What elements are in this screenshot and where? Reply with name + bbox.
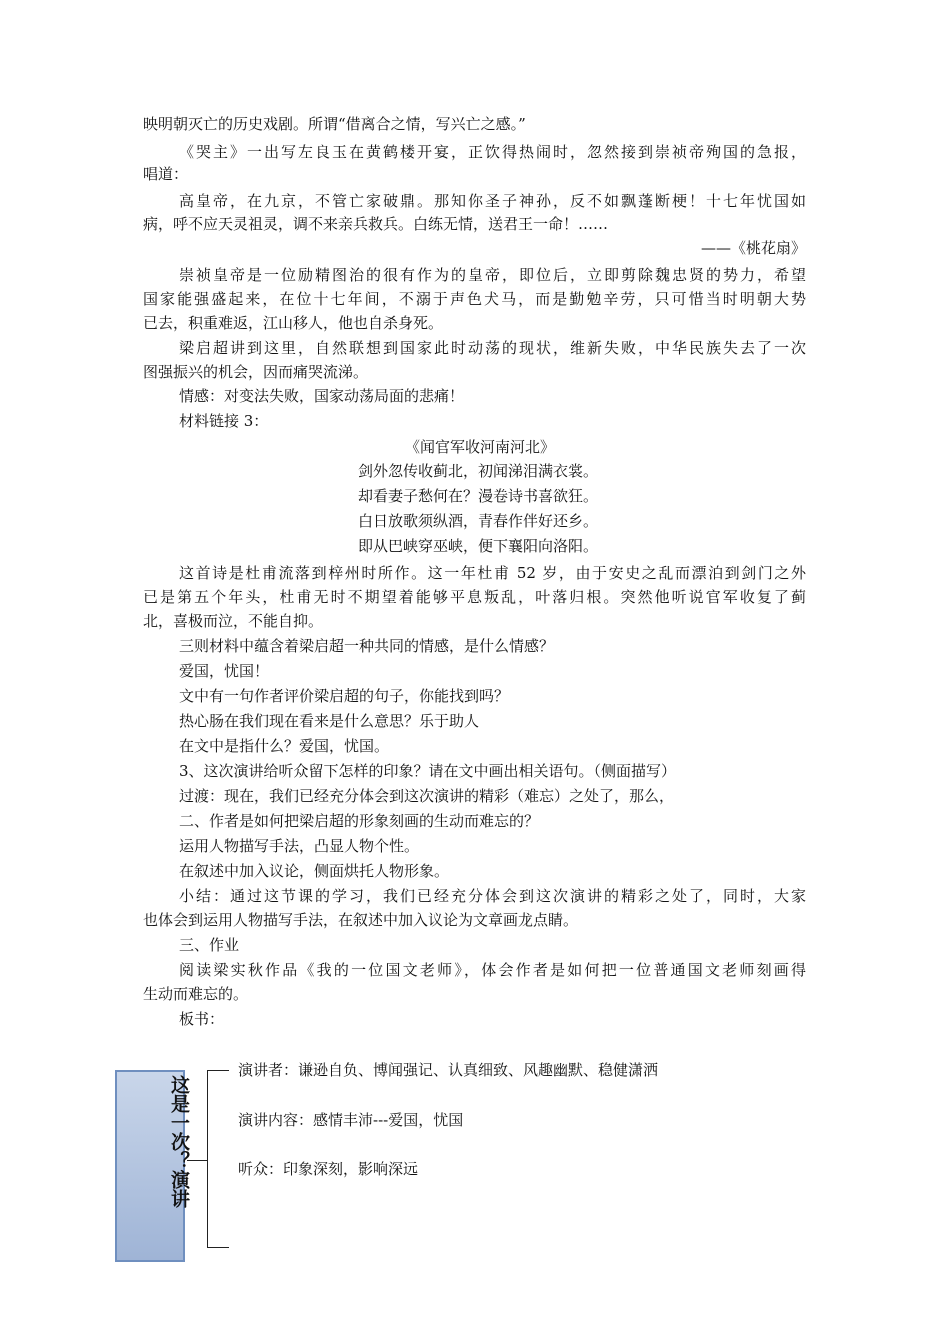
- poem-line: 白日放歌须纵酒，青春作伴好还乡。: [358, 512, 599, 530]
- board-item-speaker: 演讲者：谦逊自负、博闻强记、认真细致、风趣幽默、稳健潇洒: [238, 1061, 659, 1079]
- bracket-connector: [187, 1160, 207, 1161]
- text-line: 文中有一句作者评价梁启超的句子，你能找到吗？: [179, 687, 510, 705]
- text-line: 生动而难忘的。: [143, 985, 249, 1003]
- text-line: 三则材料中蕴含着梁启超一种共同的情感，是什么情感？: [179, 637, 555, 655]
- poem-line: 剑外忽传收蓟北，初闻涕泪满衣裳。: [358, 462, 599, 480]
- text-line: 在叙述中加入议论，侧面烘托人物形象。: [179, 862, 450, 880]
- text-line: 这首诗是杜甫流落到梓州时所作。这一年杜甫 52 岁，由于安史之乱而漂泊到剑门之外: [179, 564, 806, 582]
- text-line: 映明朝灭亡的历史戏剧。所谓“借离合之情，写兴亡之感。”: [143, 115, 526, 133]
- text-line: 也体会到运用人物描写手法，在叙述中加入议论为文章画龙点睛。: [143, 911, 579, 929]
- text-line: 在文中是指什么？爱国，忧国。: [179, 737, 390, 755]
- text-line: 高皇帝，在九京，不管亡家破鼎。那知你圣子神孙，反不如飘蓬断梗！十七年忧国如: [179, 192, 806, 210]
- text-line: 国家能强盛起来，在位十七年间，不溺于声色犬马，而是勤勉辛劳，只可惜当时明朝大势: [143, 290, 806, 308]
- text-line: 热心肠在我们现在看来是什么意思？乐于助人: [179, 712, 480, 730]
- board-item-audience: 听众：印象深刻，影响深远: [238, 1160, 419, 1178]
- bracket-bottom-tick: [207, 1247, 229, 1248]
- bracket-line: [207, 1070, 208, 1248]
- text-line: 过渡：现在，我们已经充分体会到这次演讲的精彩（难忘）之处了，那么，: [179, 787, 675, 805]
- text-line: 板书：: [179, 1010, 225, 1028]
- text-line: 梁启超讲到这里，自然联想到国家此时动荡的现状，维新失败，中华民族失去了一次: [179, 339, 806, 357]
- text-line: 爱国，忧国！: [179, 662, 270, 680]
- text-line: 材料链接 3：: [179, 412, 269, 430]
- text-line: 情感：对变法失败，国家动荡局面的悲痛！: [179, 387, 465, 405]
- text-line: 运用人物描写手法，凸显人物个性。: [179, 837, 420, 855]
- board-item-content: 演讲内容：感情丰沛---爱国，忧国: [238, 1111, 464, 1129]
- text-line: ——《桃花扇》: [700, 239, 806, 257]
- board-title: 这是一次？演讲: [168, 1075, 190, 1208]
- text-line: 已去，积重难返，江山移人，他也自杀身死。: [143, 314, 444, 332]
- text-line: 二、作者是如何把梁启超的形象刻画的生动而难忘的？: [179, 812, 540, 830]
- text-line: 图强振兴的机会，因而痛哭流涕。: [143, 363, 369, 381]
- text-line: 唱道：: [143, 165, 189, 183]
- poem-line: 即从巴峡穿巫峡，便下襄阳向洛阳。: [358, 537, 599, 555]
- text-line: 3、这次演讲给听众留下怎样的印象？请在文中画出相关语句。（侧面描写）: [179, 762, 677, 780]
- text-line: 阅读梁实秋作品《我的一位国文老师》，体会作者是如何把一位普通国文老师刻画得: [179, 961, 806, 979]
- text-line: 已是第五个年头，杜甫无时不期望着能够平息叛乱，叶落归根。突然他听说官军收复了蓟: [143, 588, 806, 606]
- text-line: 三、作业: [179, 936, 240, 954]
- text-line: 《哭主》一出写左良玉在黄鹤楼开宴，正饮得热闹时，忽然接到崇祯帝殉国的急报，: [179, 143, 806, 161]
- bracket-top-tick: [207, 1070, 229, 1071]
- text-line: 北，喜极而泣，不能自抑。: [143, 612, 324, 630]
- poem-title: 《闻官军收河南河北》: [404, 438, 555, 456]
- poem-line: 却看妻子愁何在？漫卷诗书喜欲狂。: [358, 487, 599, 505]
- text-line: 崇祯皇帝是一位励精图治的很有作为的皇帝，即位后，立即剪除魏忠贤的势力，希望: [179, 266, 806, 284]
- text-line: 小结：通过这节课的学习，我们已经充分体会到这次演讲的精彩之处了，同时，大家: [179, 887, 806, 905]
- text-line: 病，呼不应天灵祖灵，调不来亲兵救兵。白练无情，送君王一命！……: [143, 215, 609, 233]
